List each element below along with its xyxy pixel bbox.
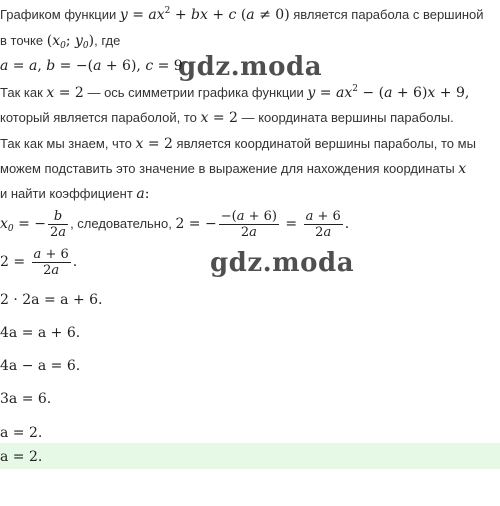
equation-step: 4a = a + 6. [0,325,81,341]
solution-line-2: в точке ($x_0$; $y_0$), где [0,33,121,51]
solution-line-7: можем подставить это значение в выражение для нахождения координаты x [0,161,467,177]
text-span: — координата вершины параболы. [237,110,454,125]
final-answer: a = 2. [0,449,43,465]
text-span: , где [94,33,121,48]
math-function: y [119,7,128,23]
fraction: $\frac{a + 6}{2a}$ [33,247,69,278]
text-span: Так как [0,85,47,100]
text-span: Так как мы знаем, что [0,136,136,151]
text-span: который является параболой, то [0,110,201,125]
watermark-logo: gdz.moda [178,52,323,82]
text-span: , следовательно, [70,215,176,231]
text-span: в точке [0,33,47,48]
solution-line-5: который является параболой, то x = 2 — координата вершины параболы. [0,110,454,126]
solution-line-10: 2 = $\frac{a + 6}{2a}$ . [0,247,78,278]
text-span: можем подставить это значение в выражение для нахождения координаты [0,161,459,176]
fraction: $\frac{a + 6}{2a}$ [305,209,341,240]
solution-line-4: Так как x = 2 — ось симметрии графика функции $y = ax^2 - (a + 6)x + 9$, [0,84,470,101]
solution-line-6: Так как мы знаем, что x = 2 является координатой вершины параболы, то мы [0,136,476,152]
equation-step: 3a = 6. [0,391,52,407]
solution-line-1: Графиком функции $y = ax^2$ + bx + c (a ≠ 0) является парабола с вершиной [0,6,484,23]
text-span: является парабола с вершиной [289,7,484,22]
equation-step: a = 2. [0,425,43,441]
fraction: $\frac{b}{2a}$ [50,209,67,240]
fraction: $\frac{-(a + 6)}{2a}$ [220,209,277,240]
equation-step: 4a − a = 6. [0,358,81,374]
text-span: и найти коэффициент [0,186,137,201]
solution-line-9: $x_0$ = − $\frac{b}{2a}$ , следовательно, 2 = − $\frac{-(a + 6)}{2a}$ = $\frac{a + 6}{2a}$ . [0,209,350,240]
text-span: — ось симметрии графика функции [83,85,308,100]
watermark-logo: gdz.moda [210,248,355,278]
text-span: является координатой вершины параболы, то мы [172,136,476,151]
equation-step: 2 · 2a = a + 6. [0,292,103,308]
solution-line-3: a = a, b = −(a + 6), c = 9 [0,58,183,74]
solution-line-8: и найти коэффициент a: [0,186,150,202]
text-span: Графиком функции [0,7,120,22]
